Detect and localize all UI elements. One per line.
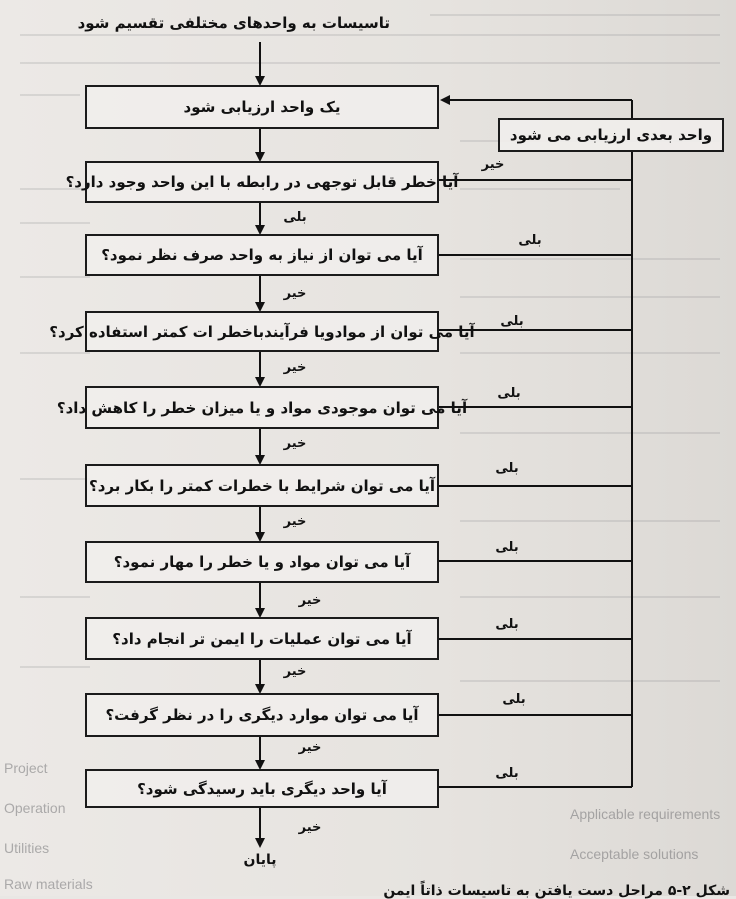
step-box-5: آیا می توان موجودی مواد و یا میزان خطر را کاهش داد؟ bbox=[85, 386, 439, 429]
bleed-text: Acceptable solutions bbox=[570, 846, 699, 862]
side-label: بلی bbox=[495, 540, 519, 555]
step-box-4: آیا می توان از موادویا فرآیندباخطر ات کمتر استفاده کرد؟ bbox=[85, 311, 439, 352]
side-label: بلی bbox=[500, 314, 524, 329]
down-label: خیر bbox=[298, 740, 322, 755]
down-label: خیر bbox=[283, 286, 307, 301]
side-label: بلی bbox=[497, 386, 521, 401]
side-label: بلی bbox=[495, 766, 519, 781]
end-label: پایان bbox=[243, 852, 277, 868]
side-label: بلی bbox=[502, 692, 526, 707]
step-box-10: آیا واحد دیگری باید رسیدگی شود؟ bbox=[85, 769, 439, 808]
bleed-text: Operation bbox=[4, 800, 66, 816]
side-label: خیر bbox=[481, 157, 505, 172]
step-box-6: آیا می توان شرایط با خطرات کمتر را بکار برد؟ bbox=[85, 464, 439, 507]
step-box-2: آیا خطر قابل توجهی در رابطه با این واحد وجود دارد؟ bbox=[85, 161, 439, 203]
step-box-9: آیا می توان موارد دیگری را در نظر گرفت؟ bbox=[85, 693, 439, 737]
down-label: خیر bbox=[283, 664, 307, 679]
side-label: بلی bbox=[495, 617, 519, 632]
step-box-8: آیا می توان عملیات را ایمن تر انجام داد؟ bbox=[85, 617, 439, 660]
bleed-text: Project bbox=[4, 760, 48, 776]
down-label: بلی bbox=[283, 210, 307, 225]
step-box-1: یک واحد ارزیابی شود bbox=[85, 85, 439, 129]
step-box-3: آیا می توان از نیاز به واحد صرف نظر نمود؟ bbox=[85, 234, 439, 276]
bleed-text: Raw materials bbox=[4, 876, 93, 892]
down-label: خیر bbox=[283, 514, 307, 529]
figure-caption: شکل ۲-۵ مراحل دست یافتن به تاسیسات ذاتاً ایمن bbox=[383, 883, 730, 899]
bleed-text: Applicable requirements bbox=[570, 806, 721, 822]
down-label: خیر bbox=[298, 593, 322, 608]
bleed-text: Utilities bbox=[4, 840, 50, 856]
top-label: تاسیسات به واحدهای مختلفی تقسیم شود bbox=[77, 14, 390, 32]
side-label: بلی bbox=[495, 461, 519, 476]
down-label: خیر bbox=[283, 436, 307, 451]
down-label: خیر bbox=[298, 820, 322, 835]
next-unit-box: واحد بعدی ارزیابی می شود bbox=[498, 118, 724, 152]
down-label: خیر bbox=[283, 360, 307, 375]
side-label: بلی bbox=[518, 233, 542, 248]
step-box-7: آیا می توان مواد و یا خطر را مهار نمود؟ bbox=[85, 541, 439, 583]
